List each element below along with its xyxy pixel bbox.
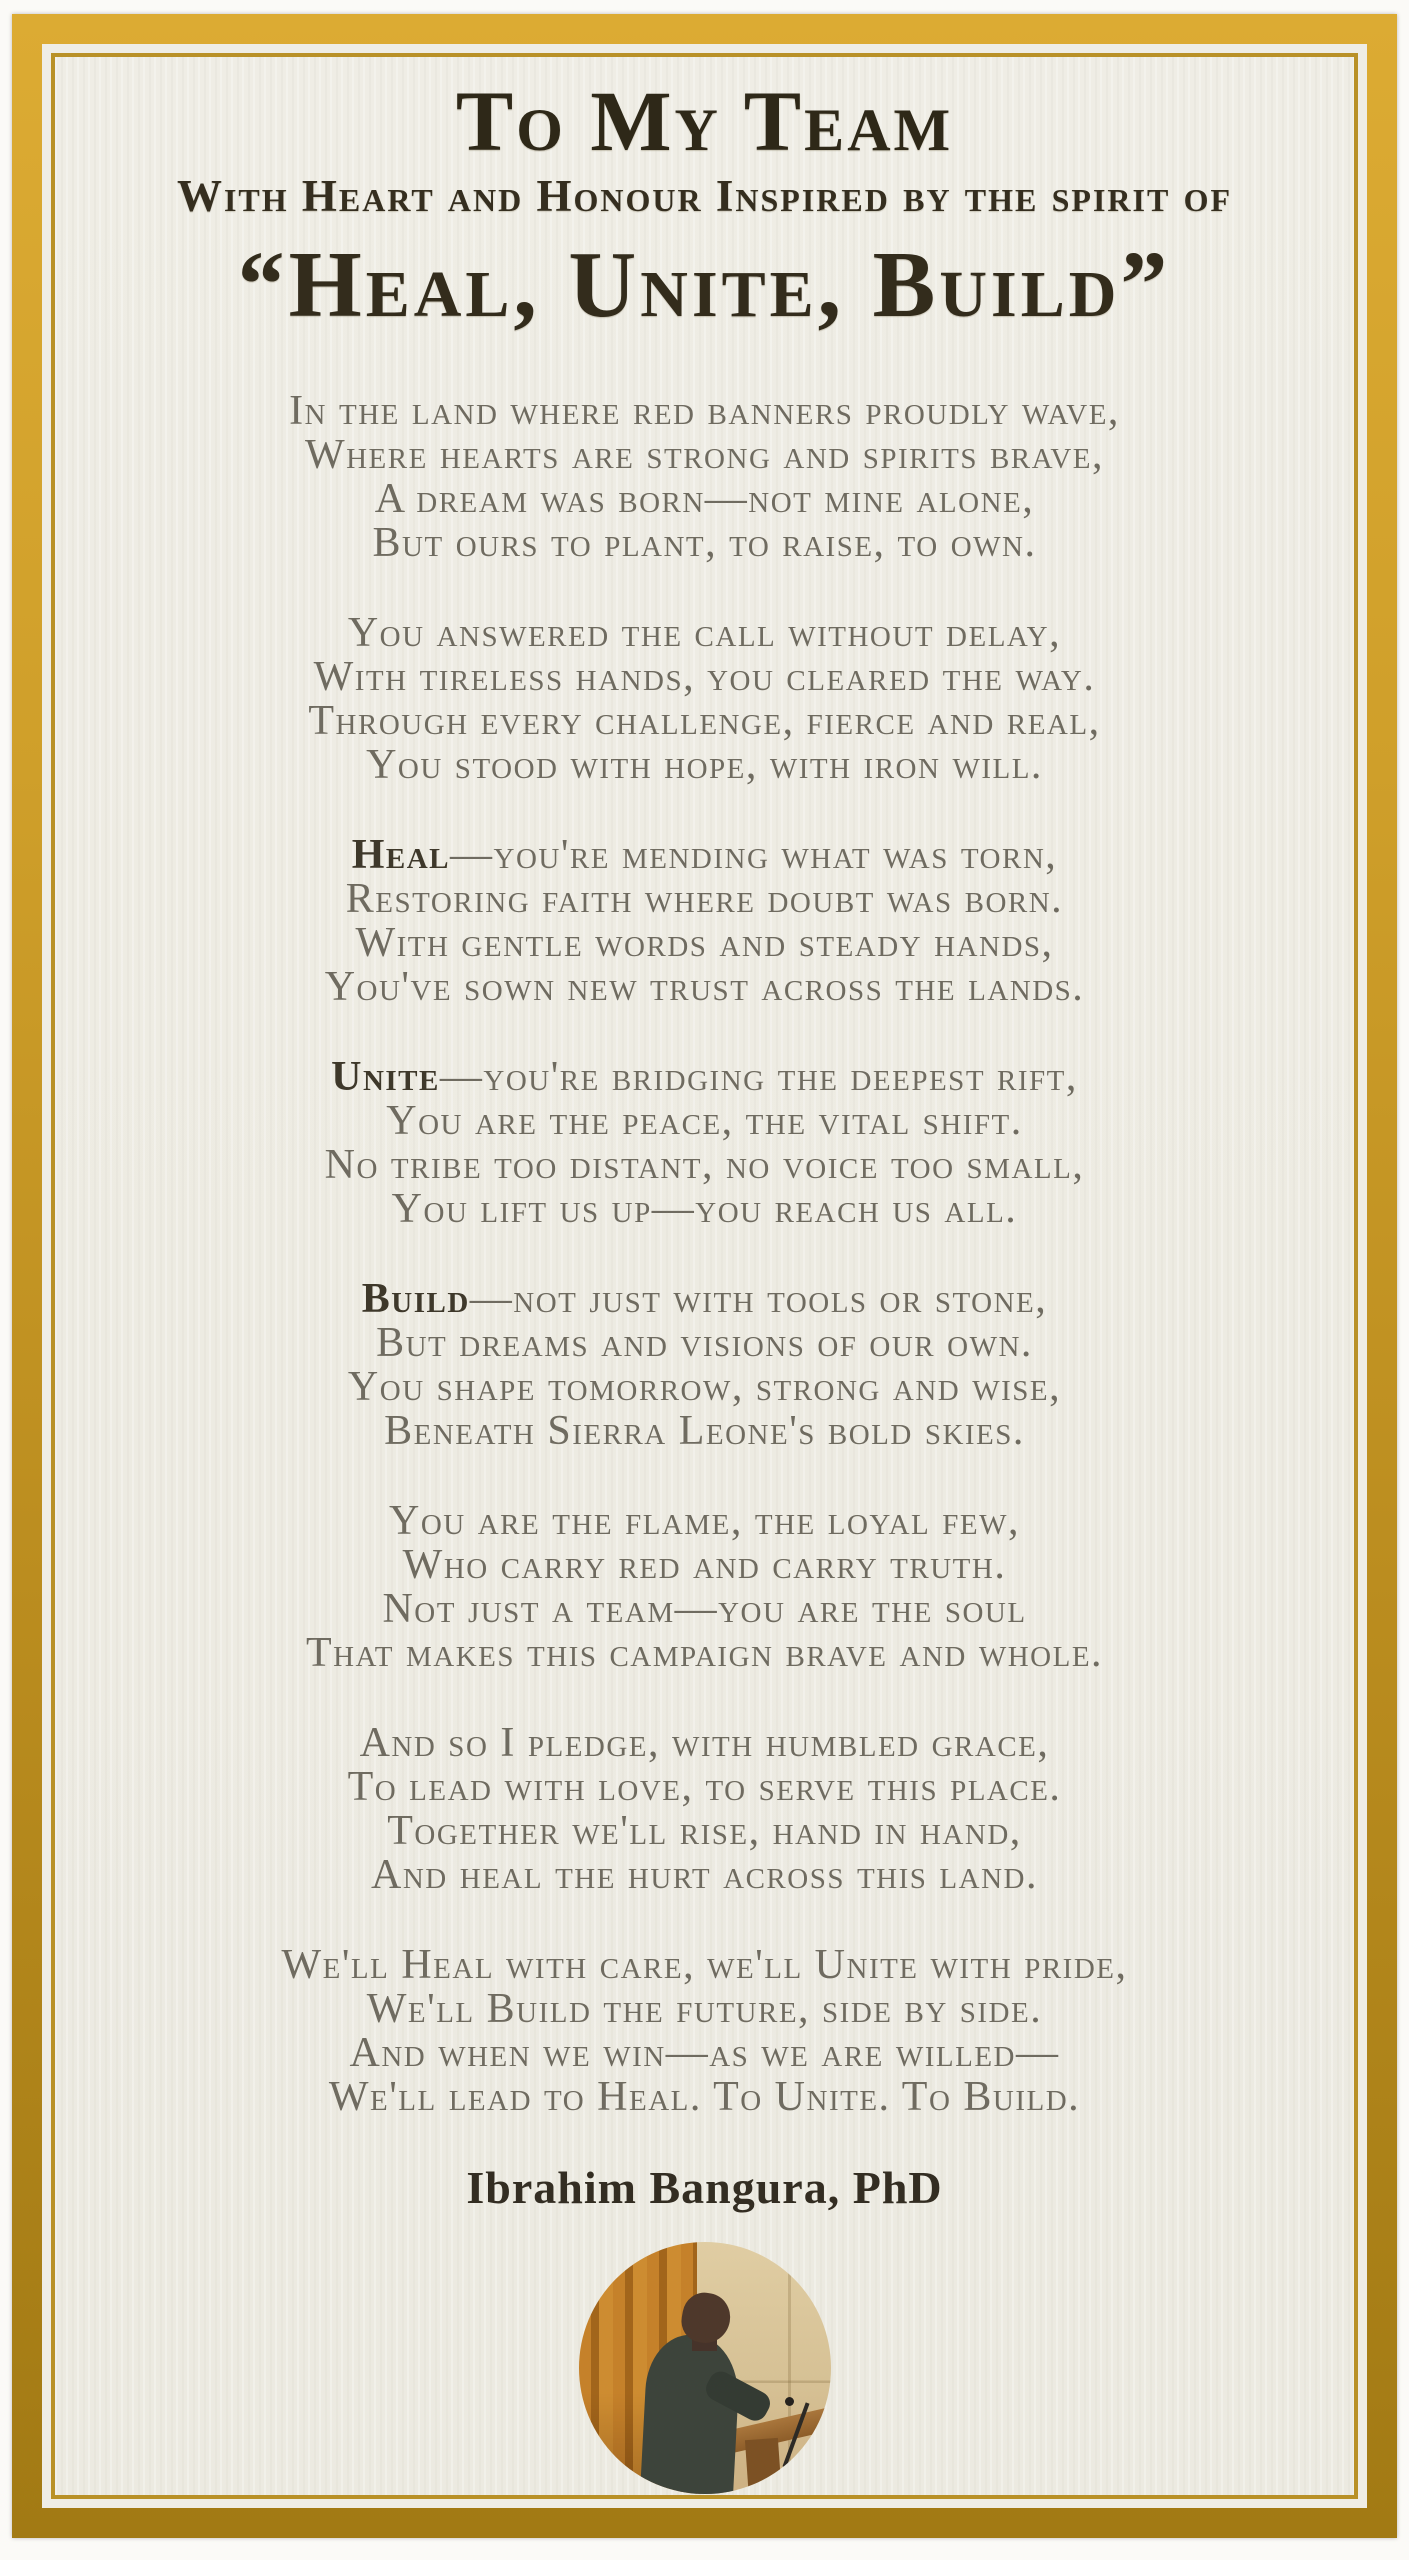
poem-line: Restoring faith where doubt was born. [345, 876, 1064, 923]
poem-line: You shape tomorrow, strong and wise, [347, 1364, 1062, 1411]
poem-line: You stood with hope, with iron will. [366, 742, 1043, 789]
poem-line: We'll Build the future, side by side. [366, 1986, 1043, 2033]
page-title: To My Team [455, 73, 954, 169]
poem-line: And heal the hurt across this land. [371, 1852, 1038, 1899]
lead-word: Unite [331, 1054, 440, 1101]
poem-stanza [282, 1055, 1128, 1231]
speaker-portrait-photo [579, 2242, 831, 2494]
lectern-base [745, 2438, 782, 2495]
poem-stanza [282, 389, 1128, 565]
poem-line: With gentle words and steady hands, [355, 920, 1054, 967]
poem-stanza [282, 1499, 1128, 1675]
speaker-silhouette [640, 2333, 742, 2494]
frame-pinstripe [51, 53, 1358, 2499]
microphone-icon [785, 2397, 794, 2406]
lead-word: Heal [351, 832, 450, 879]
poem-line: You answered the call without delay, [347, 610, 1062, 657]
poem-line: We'll lead to Heal. To Unite. To Build. [328, 2074, 1081, 2121]
poem-stanza [282, 1943, 1128, 2119]
poem-line: Unite—you're bridging the deepest rift, [331, 1054, 1078, 1101]
poem-line: Who carry red and carry truth. [402, 1542, 1007, 1589]
signature-name: Ibrahim Bangura, PhD [466, 2162, 943, 2214]
poem-paper [55, 57, 1354, 2495]
lead-word: Build [361, 1276, 470, 1323]
poem-line: We'll Heal with care, we'll Unite with pride, [281, 1942, 1128, 1989]
poem-line: You are the flame, the loyal few, [388, 1498, 1020, 1545]
poem-line: You've sown new trust across the lands. [324, 964, 1085, 1011]
frame-mat [42, 44, 1367, 2508]
poem-line: You lift us up—you reach us all. [391, 1186, 1018, 1233]
poem-line: Beneath Sierra Leone's bold skies. [384, 1408, 1025, 1455]
poem-stanza [282, 1721, 1128, 1897]
poem-line: That makes this campaign brave and whole. [305, 1630, 1104, 1677]
poem-stanza [282, 833, 1128, 1009]
page-subtitle: With Heart and Honour Inspired by the spirit of [176, 171, 1233, 222]
poem-body [282, 389, 1128, 2119]
poem-line: Build—not just with tools or stone, [361, 1276, 1048, 1323]
motto-quote: “Heal, Unite, Build” [237, 233, 1172, 338]
poem-line: Heal—you're mending what was torn, [351, 832, 1058, 879]
poem-stanza [282, 611, 1128, 787]
poem-line: No tribe too distant, no voice too small, [324, 1142, 1085, 1189]
poem-line: With tireless hands, you cleared the way. [313, 654, 1096, 701]
poem-line: Not just a team—you are the soul [382, 1586, 1027, 1633]
poem-line: You are the peace, the vital shift. [386, 1098, 1023, 1145]
poem-line: Through every challenge, fierce and real, [308, 698, 1101, 745]
poem-line: Where hearts are strong and spirits brave, [304, 432, 1105, 479]
poem-line: Together we'll rise, hand in hand, [387, 1808, 1022, 1855]
poem-line: And when we win—as we are willed— [349, 2030, 1060, 2077]
poem-line: And so I pledge, with humbled grace, [359, 1720, 1050, 1767]
poem-stanza [282, 1277, 1128, 1453]
poem-line: But ours to plant, to raise, to own. [372, 520, 1037, 567]
poem-line: In the land where red banners proudly wave, [289, 388, 1120, 435]
poem-line: To lead with love, to serve this place. [347, 1764, 1062, 1811]
poem-line: But dreams and visions of our own. [376, 1320, 1033, 1367]
poem-line: A dream was born—not mine alone, [374, 476, 1035, 523]
gold-picture-frame [12, 14, 1397, 2538]
